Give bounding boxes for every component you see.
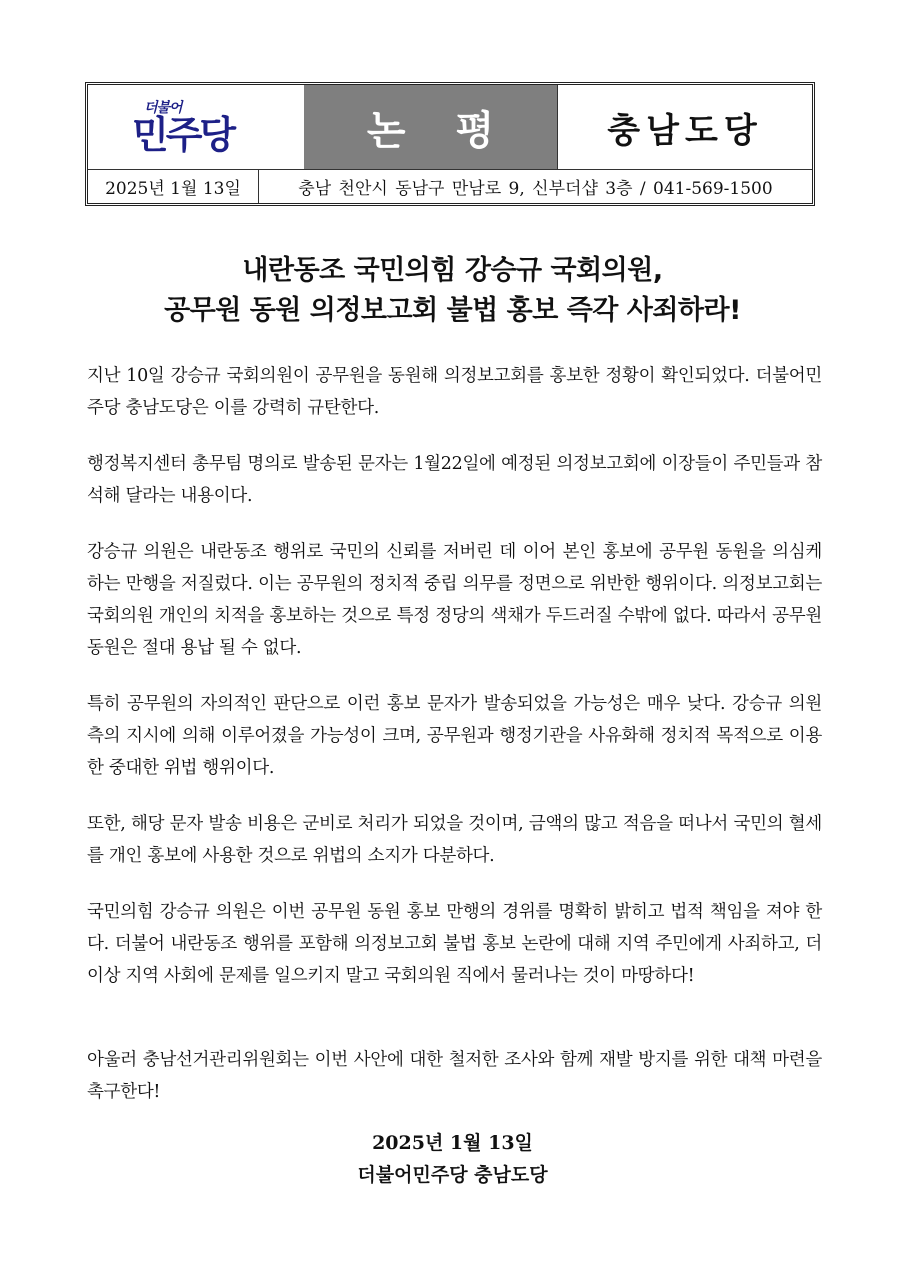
office-address: 충남 천안시 동남구 만남로 9, 신부더샵 3층 / 041-569-1500 <box>298 179 773 199</box>
letterhead-table <box>85 82 815 206</box>
signature-date: 2025년 1월 13일 <box>372 1132 533 1154</box>
logo-small-text: 더불어 <box>144 100 182 116</box>
document-category: 논 평 <box>366 107 513 154</box>
body-paragraph: 특히 공무원의 자의적인 판단으로 이런 홍보 문자가 발송되었을 가능성은 매우 낮다. 강승규 의원 측의 지시에 의해 이루어졌을 가능성이 크며, 공무원과 행정기관을 사유화해 정치적 목적으로 이용한 중대한 위법 행위이다. <box>87 694 822 778</box>
headline-line-1: 내란동조 국민의힘 강승규 국회의원, <box>242 255 663 286</box>
letterhead-bottom-row <box>88 170 812 203</box>
document-category-cell <box>304 85 558 169</box>
issue-date: 2025년 1월 13일 <box>88 170 259 203</box>
logo-main-text: 민주당 <box>132 113 234 157</box>
body-paragraph: 강승규 의원은 내란동조 행위로 국민의 신뢰를 저버린 데 이어 본인 홍보에 공무원 동원을 의심케 하는 만행을 저질렀다. 이는 공무원의 정치적 중립 의무를 정면으로 위반한 행위이다. 의정보고회는 국회의원 개인의 치적을 홍보하는 것으로 특정 정당의 색채가 두드러질 수밖에 없다. 따라서 공무원 동원은 절대 용납 될 수 없다. <box>87 542 822 658</box>
organization-cell <box>558 85 812 169</box>
organization-name: 충남도당 <box>607 110 763 151</box>
body-paragraph: 국민의힘 강승규 의원은 이번 공무원 동원 홍보 만행의 경위를 명확히 밝히고 법적 책임을 져야 한다. 더불어 내란동조 행위를 포함해 의정보고회 불법 홍보 논란에 대해 지역 주민에게 사죄하고, 더 이상 지역 사회에 문제를 일으키지 말고 국회의원 직에서 물러나는 것이 마땅하다! <box>87 902 822 986</box>
body-paragraph: 행정복지센터 총무팀 명의로 발송된 문자는 1월22일에 예정된 의정보고회에 이장들이 주민들과 참석해 달라는 내용이다. <box>87 454 822 506</box>
signature-organization: 더불어민주당 충남도당 <box>357 1164 548 1186</box>
body-paragraph: 아울러 충남선거관리위원회는 이번 사안에 대한 철저한 조사와 함께 재발 방지를 위한 대책 마련을 촉구한다! <box>87 1050 822 1102</box>
body-paragraph: 지난 10일 강승규 국회의원이 공무원을 동원해 의정보고회를 홍보한 정황이 확인되었다. 더불어민주당 충남도당은 이를 강력히 규탄한다. <box>87 366 822 418</box>
letterhead-top-row <box>88 85 812 170</box>
party-logo <box>88 85 305 169</box>
headline-line-2: 공무원 동원 의정보고회 불법 홍보 즉각 사죄하라! <box>164 295 741 326</box>
body-paragraph: 또한, 해당 문자 발송 비용은 군비로 처리가 되었을 것이며, 금액의 많고 적음을 떠나서 국민의 혈세를 개인 홍보에 사용한 것으로 위법의 소지가 다분하다. <box>87 814 822 866</box>
